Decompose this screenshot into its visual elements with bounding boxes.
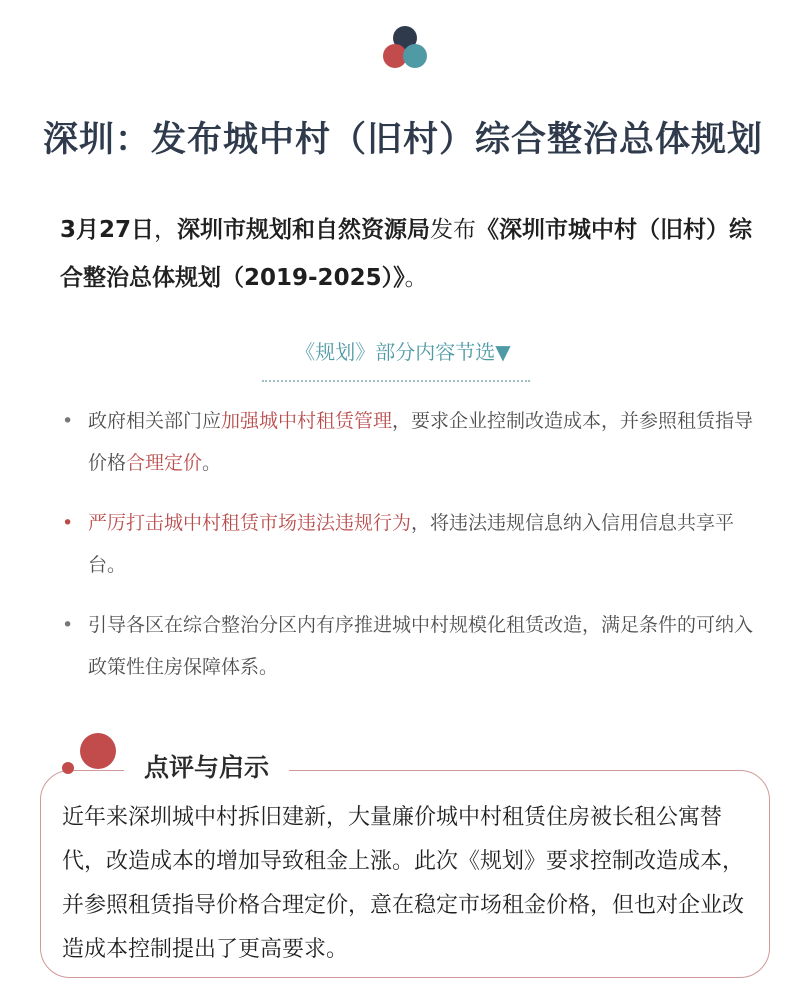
- bullet-highlight: 加强城中村租赁管理: [221, 410, 393, 432]
- bullet-text: ，要求企业控制改造成本，并参照租赁指导价格: [88, 410, 754, 474]
- bullet-text: 。: [202, 452, 222, 474]
- intro-plan-title: 《深圳市城中村（旧村）综合整治总体规划（2019-2025）》: [60, 217, 753, 291]
- three-circles-logo-icon: [380, 24, 430, 74]
- bullet-dot-icon: •: [62, 512, 74, 534]
- intro-paragraph: [60, 206, 760, 302]
- intro-date: 3月27日: [60, 217, 155, 243]
- excerpt-list: [58, 400, 758, 706]
- bullet-text: 引导各区在综合整治分区内有序推进城中村规模化租赁改造，满足条件的可纳入政策性住房保障体系。: [88, 614, 754, 678]
- red-dot-icon: [62, 762, 74, 774]
- intro-comma: ，: [154, 217, 178, 243]
- intro-end: 。: [404, 265, 428, 291]
- bullet-text: ，将违法违规信息纳入信用信息共享平台。: [88, 512, 735, 576]
- section-heading: 《规划》部分内容节选▼: [295, 340, 511, 364]
- bullet-dot-icon: •: [62, 410, 74, 432]
- bullet-text: 政府相关部门应: [88, 410, 222, 432]
- bullet-highlight: 严厉打击城中村租赁市场违法违规行为: [88, 512, 412, 534]
- red-dot-icon: [80, 733, 116, 769]
- comment-text: 近年来深圳城中村拆旧建新，大量廉价城中村租赁住房被长租公寓替代，改造成本的增加导致租金上涨。此次《规划》要求控制改造成本，并参照租赁指导价格合理定价，意在稳定市场租金价格，但也对企业改造成本控制提出了更高要求。: [62, 805, 745, 962]
- list-item: [58, 604, 758, 688]
- intro-verb: 发布: [430, 217, 477, 243]
- page-title: 深圳：发布城中村（旧村）综合整治总体规划: [42, 120, 763, 160]
- bullet-dot-icon: •: [62, 614, 74, 636]
- list-item: [58, 400, 758, 484]
- comment-title: 点评与启示: [124, 750, 289, 786]
- list-item: [58, 502, 758, 586]
- intro-agency: 深圳市规划和自然资源局: [177, 217, 431, 243]
- section-underline-divider: [262, 380, 530, 382]
- bullet-highlight: 合理定价: [126, 452, 203, 474]
